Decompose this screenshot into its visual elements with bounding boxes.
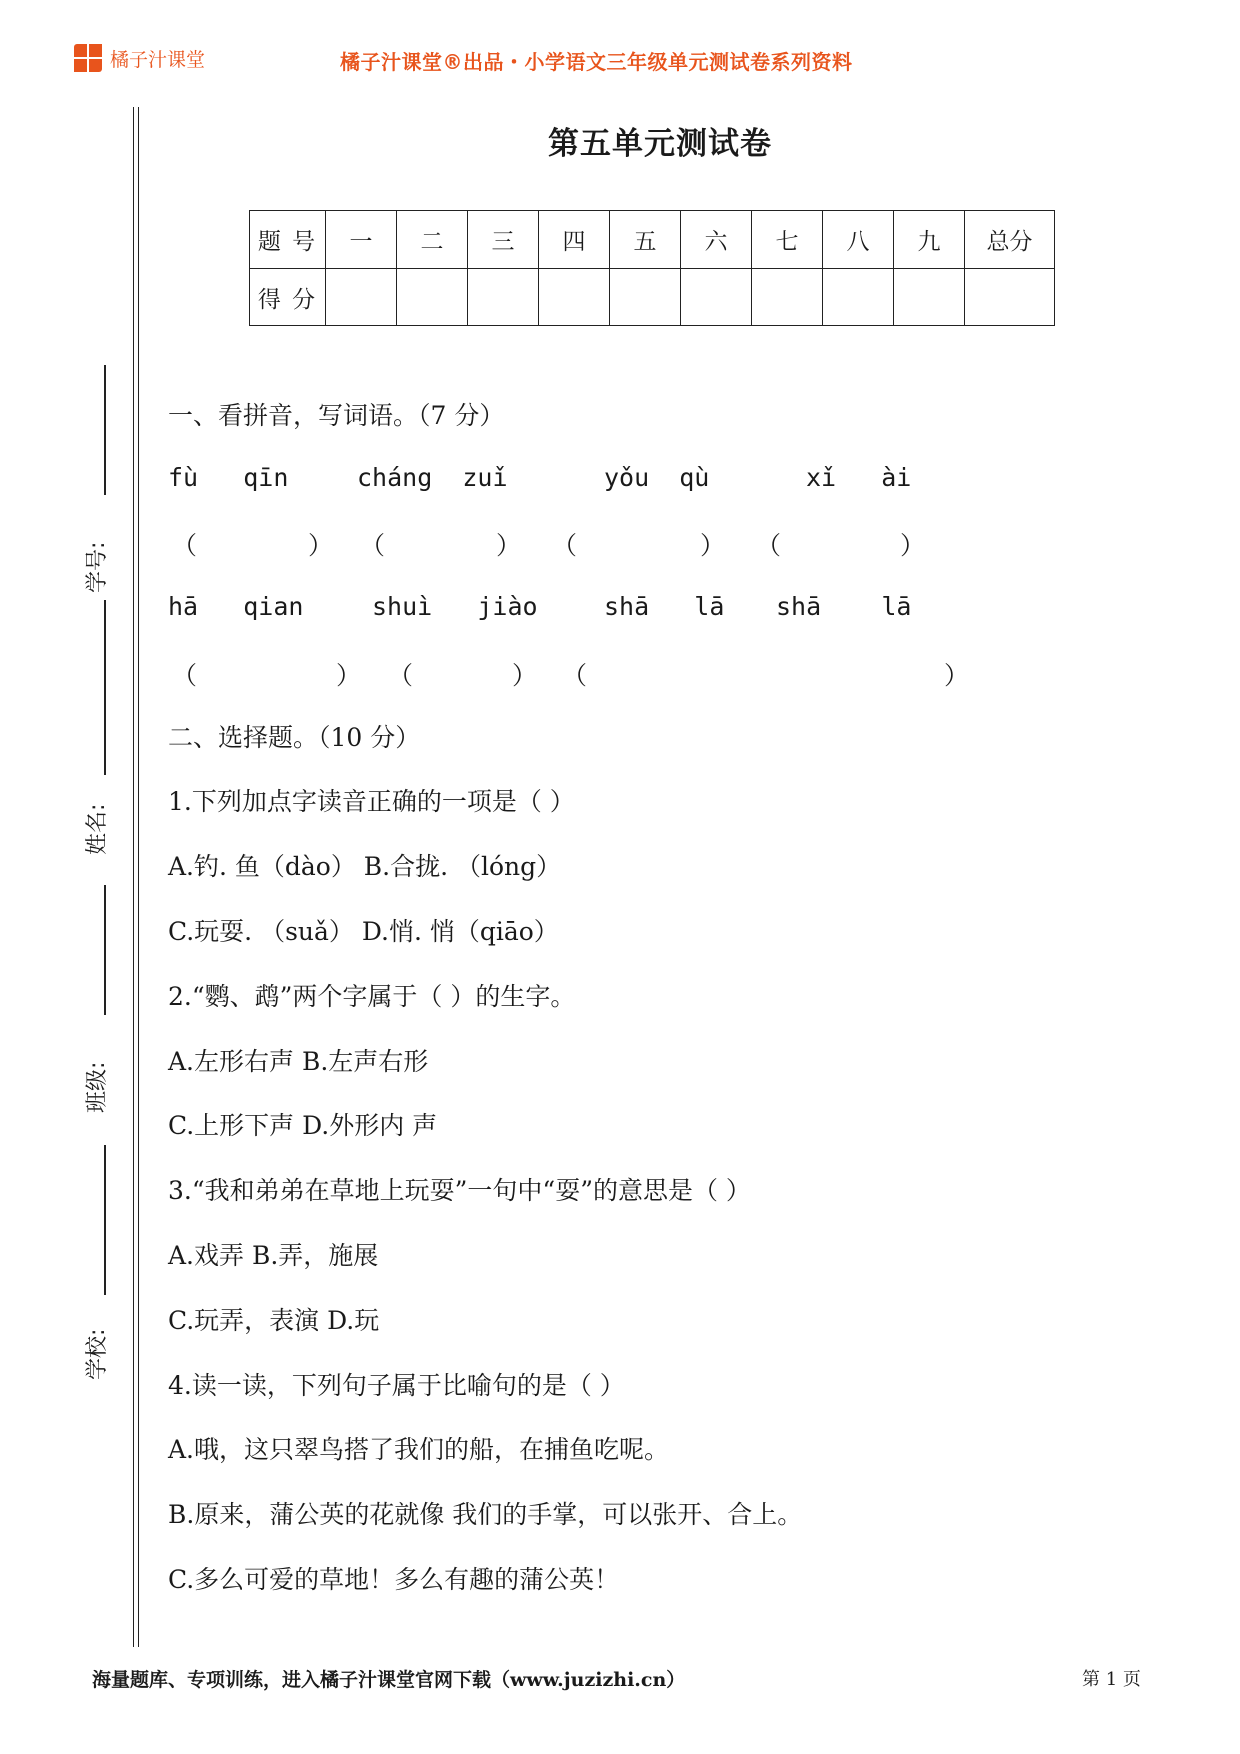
- question-line: A.钓. 鱼（dào） B.合拢. （lóng）: [168, 852, 562, 881]
- pinyin: fù qīn: [168, 463, 289, 492]
- answer-paren-open: （: [388, 661, 414, 690]
- score-input-cell[interactable]: [752, 269, 823, 326]
- question-line: C.玩耍. （suǎ） D.悄. 悄（qiāo）: [168, 917, 559, 946]
- score-cell: 九: [894, 211, 965, 269]
- side-label-student-no: 学号:: [85, 541, 110, 593]
- answer-paren-close: ）: [308, 531, 334, 560]
- score-cell-total: 总分: [965, 211, 1055, 269]
- side-label-name: 姓名:: [85, 803, 110, 855]
- answer-paren-open: （: [172, 661, 198, 690]
- score-header-row: [250, 211, 1055, 269]
- pinyin: hā qian: [168, 592, 304, 621]
- score-input-cell[interactable]: [610, 269, 681, 326]
- question-line: C.上形下声 D.外形内 声: [168, 1111, 438, 1140]
- page-number: 第 1 页: [1082, 1669, 1141, 1690]
- side-line: [104, 885, 106, 1015]
- score-cell: 得 分: [250, 269, 326, 326]
- question-line: A.哦，这只翠鸟搭了我们的船，在捕鱼吃呢。: [168, 1435, 670, 1464]
- pinyin: yǒu qù: [604, 463, 710, 492]
- side-label-class: 班级:: [85, 1061, 110, 1113]
- question-line: 3.“我和弟弟在草地上玩耍”一句中“耍”的意思是（ ）: [168, 1176, 751, 1205]
- score-cell: 六: [681, 211, 752, 269]
- logo-text: 橘子汁课堂: [110, 48, 206, 71]
- score-input-cell[interactable]: [894, 269, 965, 326]
- side-line: [104, 600, 106, 775]
- pinyin: shā lā: [604, 592, 725, 621]
- answer-paren-close: ）: [512, 661, 538, 690]
- answer-paren-open: （: [562, 661, 588, 690]
- score-input-cell[interactable]: [965, 269, 1055, 326]
- pinyin: xǐ ài: [806, 463, 912, 492]
- score-cell: 三: [468, 211, 539, 269]
- section-2-title: 二、选择题。（10 分）: [168, 723, 421, 752]
- score-cell: 五: [610, 211, 681, 269]
- score-input-cell[interactable]: [823, 269, 894, 326]
- answer-paren-open: （: [172, 531, 198, 560]
- answer-paren-open: （: [756, 531, 782, 560]
- score-cell: 二: [397, 211, 468, 269]
- answer-paren-close: ）: [336, 661, 362, 690]
- answer-paren-close: ）: [496, 531, 522, 560]
- answer-paren-close: ）: [700, 531, 726, 560]
- side-label-school: 学校:: [85, 1328, 110, 1380]
- score-input-cell[interactable]: [397, 269, 468, 326]
- answer-paren-close: ）: [900, 531, 926, 560]
- side-line: [104, 1145, 106, 1295]
- score-input-cell[interactable]: [539, 269, 610, 326]
- section-1-title: 一、看拼音，写词语。（7 分）: [168, 401, 505, 430]
- binding-rule: [133, 107, 139, 1647]
- score-cell: 七: [752, 211, 823, 269]
- score-cell: 八: [823, 211, 894, 269]
- pinyin: cháng zuǐ: [357, 463, 508, 492]
- side-line: [104, 365, 106, 495]
- question-line: A.戏弄 B.弄，施展: [168, 1241, 379, 1270]
- question-line: 2.“鹦、鹉”两个字属于（ ）的生字。: [168, 982, 576, 1011]
- answer-paren-open: （: [552, 531, 578, 560]
- question-line: B.原来，蒲公英的花就像 我们的手掌，可以张开、合上。: [168, 1500, 803, 1529]
- score-value-row: [250, 269, 1055, 326]
- logo-icon: [74, 44, 102, 72]
- score-cell: 题 号: [250, 211, 326, 269]
- question-line: 4.读一读，下列句子属于比喻句的是（ ）: [168, 1371, 625, 1400]
- score-cell: 四: [539, 211, 610, 269]
- question-line: 1.下列加点字读音正确的一项是（ ）: [168, 787, 575, 816]
- score-input-cell[interactable]: [468, 269, 539, 326]
- score-input-cell[interactable]: [326, 269, 397, 326]
- score-input-cell[interactable]: [681, 269, 752, 326]
- question-line: C.玩弄，表演 D.玩: [168, 1306, 380, 1335]
- question-line: A.左形右声 B.左声右形: [168, 1047, 429, 1076]
- score-table: [249, 210, 1055, 326]
- page-title: 第五单元测试卷: [548, 126, 772, 162]
- header-title: 橘子汁课堂®出品・小学语文三年级单元测试卷系列资料: [340, 50, 853, 74]
- answer-paren-close: ）: [944, 661, 970, 690]
- pinyin: shā lā: [776, 592, 912, 621]
- question-line: C.多么可爱的草地！多么有趣的蒲公英！: [168, 1565, 620, 1594]
- brand-logo: [74, 44, 205, 72]
- score-cell: 一: [326, 211, 397, 269]
- footer-text: 海量题库、专项训练，进入橘子汁课堂官网下载（www.juzizhi.cn）: [92, 1669, 686, 1691]
- pinyin: shuì jiào: [372, 592, 538, 621]
- answer-paren-open: （: [360, 531, 386, 560]
